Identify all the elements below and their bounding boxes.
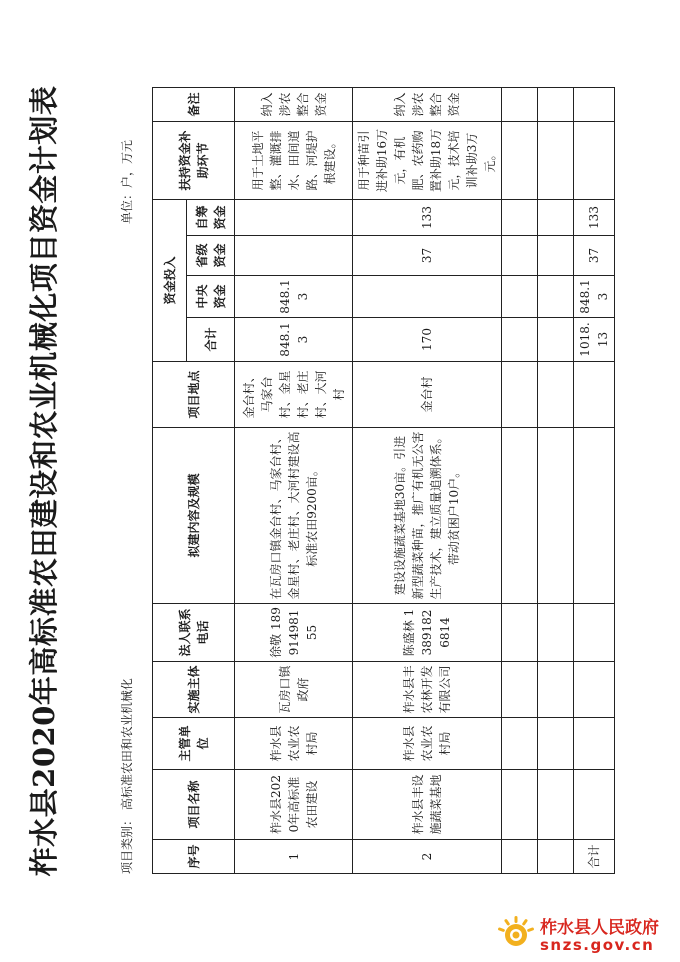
header-central: 中央资金 [187, 276, 235, 318]
row-name: 柞水县丰设施蔬菜基地 [353, 770, 502, 840]
document-title: 柞水县2020年高标准农田建设和农业机械化项目资金计划表 [27, 85, 61, 877]
unit-note: 单位：户，万元 [120, 140, 134, 225]
header-total: 合计 [187, 318, 235, 362]
watermark-site-url: snzs.gov.cn [540, 936, 655, 954]
header-row [153, 87, 187, 873]
row-name: 柞水县2020年高标准农田建设 [235, 770, 353, 840]
row-central: 848.13 [235, 276, 353, 318]
row-contact: 徐敬 18991498155 [235, 604, 353, 662]
watermark-site-name: 柞水县人民政府 [540, 918, 659, 938]
header-name: 项目名称 [153, 770, 235, 840]
row-total: 848.13 [235, 318, 353, 362]
row-province [235, 236, 353, 276]
blank-row [502, 87, 538, 873]
row-self [235, 199, 353, 235]
row-self: 133 [353, 199, 502, 235]
project-category: 项目类别： 高标准农田和农业机械化 [120, 678, 134, 874]
row-content: 在瓦房口镇金台村、马家台村、金星村、老庄村、大河村建设高标准农田9200亩。 [235, 428, 353, 604]
row-central [353, 276, 502, 318]
fund-plan-table [152, 87, 615, 874]
row-location: 金台村 [353, 362, 502, 428]
row-owner-unit: 柞水县农业农村局 [353, 718, 502, 770]
header-location: 项目地点 [153, 362, 235, 428]
row-impl-unit: 瓦房口镇政府 [235, 662, 353, 718]
row-location: 金台村、马家台村、金星村、老庄村、大河村 [235, 362, 353, 428]
header-impl-unit: 实施主体 [153, 662, 235, 718]
summary-central: 848.13 [574, 276, 615, 318]
row-support: 用于土地平整、灌溉排水、田间道路、河堤护根建设。 [235, 121, 353, 199]
row-impl-unit: 柞水县丰农林开发有限公司 [353, 662, 502, 718]
header-seq: 序号 [153, 840, 235, 874]
header-content: 拟建内容及规模 [153, 428, 235, 604]
table-row [235, 87, 353, 873]
header-funds: 资金投入 [153, 199, 187, 361]
row-seq: 2 [353, 840, 502, 874]
row-content: 建设设施蔬菜基地30亩。引进新型蔬菜种苗，推广有机无公害生产技术，建立质量追溯体系。带动贫困户10户。 [353, 428, 502, 604]
row-contact: 陈盛林 13891826814 [353, 604, 502, 662]
header-remark: 备注 [153, 87, 235, 121]
row-total: 170 [353, 318, 502, 362]
summary-row [574, 87, 615, 873]
blank-row [538, 87, 574, 873]
header-owner-unit: 主管单位 [153, 718, 235, 770]
summary-self: 133 [574, 199, 615, 235]
summary-label: 合计 [574, 840, 615, 874]
government-emblem-icon [498, 913, 534, 949]
header-self: 自筹资金 [187, 199, 235, 235]
header-province: 省级资金 [187, 236, 235, 276]
summary-total: 1018.13 [574, 318, 615, 362]
row-support: 用于种苗引进补助16万元，有机肥、农药购置补助18万元，技术培训补助3万元。 [353, 121, 502, 199]
row-province: 37 [353, 236, 502, 276]
row-owner-unit: 柞水县农业农村局 [235, 718, 353, 770]
row-seq: 1 [235, 840, 353, 874]
summary-province: 37 [574, 236, 615, 276]
table-row [353, 87, 502, 873]
row-remark: 纳入涉农整合资金 [235, 87, 353, 121]
header-contact: 法人联系电话 [153, 604, 235, 662]
row-remark: 纳入涉农整合资金 [353, 87, 502, 121]
header-support: 扶持资金补助环节 [153, 121, 235, 199]
